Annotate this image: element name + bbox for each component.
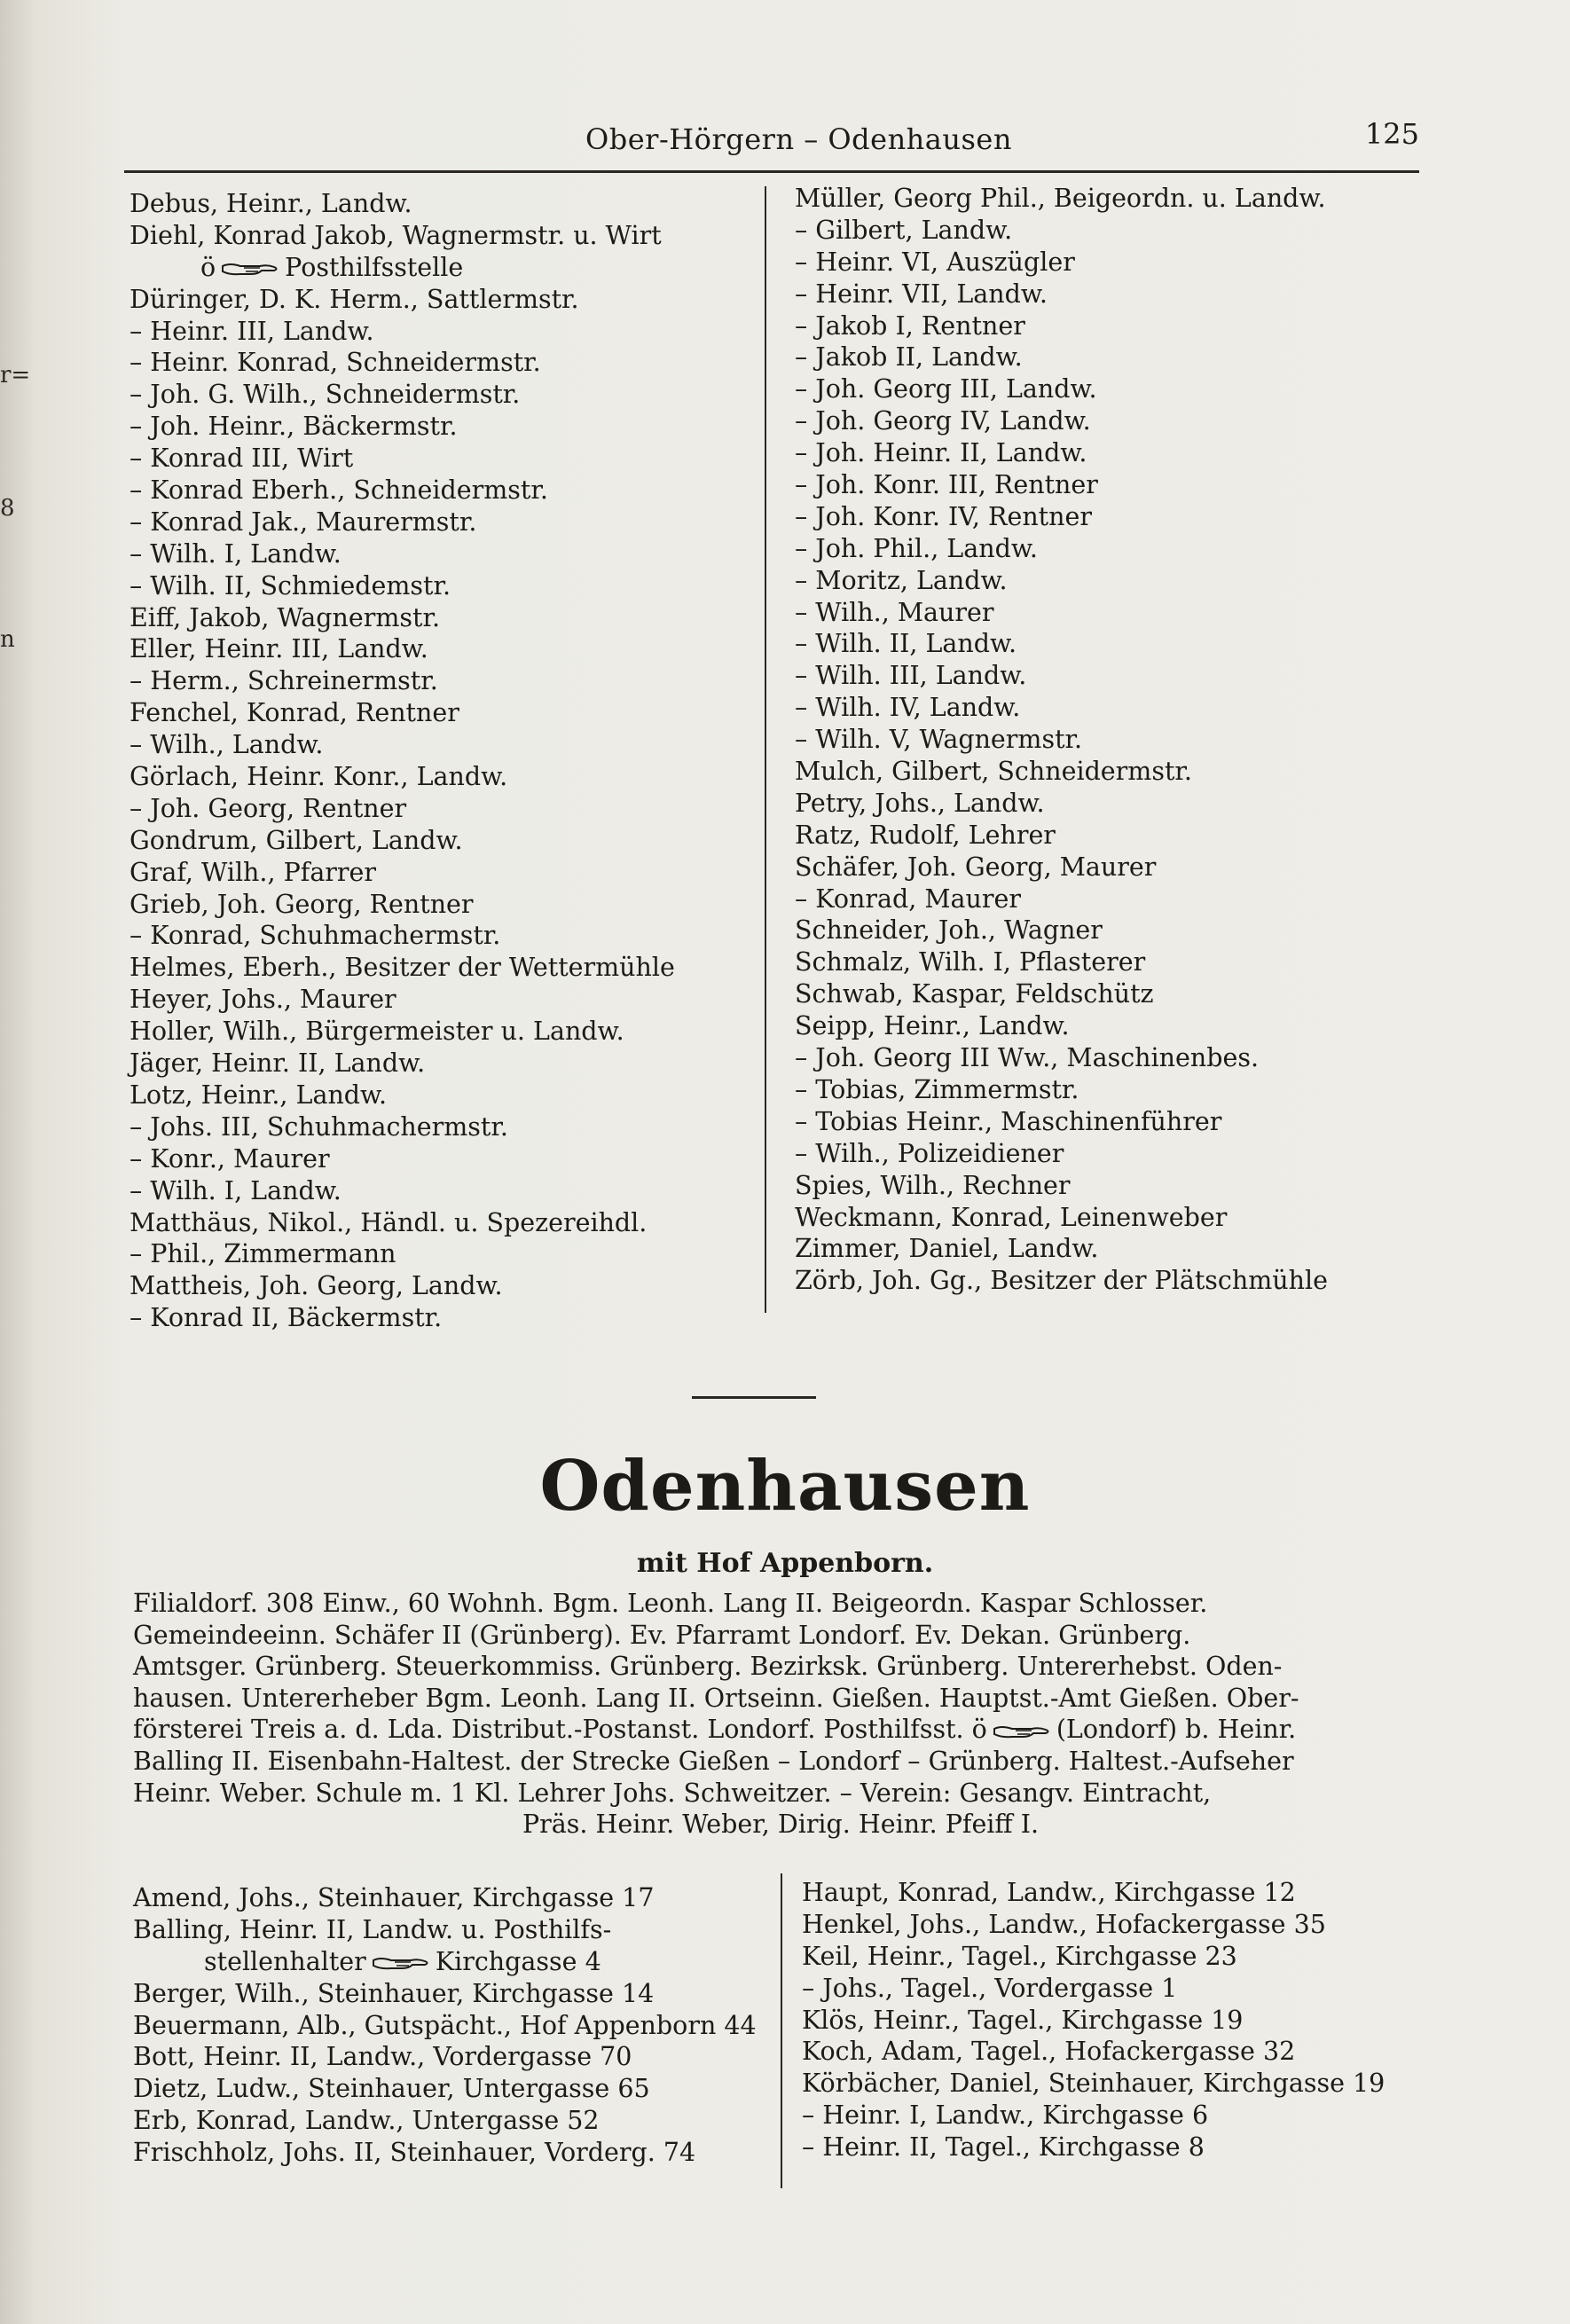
entry-text: Dietz, Ludw., Steinhauer, Untergasse 65 <box>133 2074 650 2104</box>
info-line-text: Präs. Heinr. Weber, Dirig. Heinr. Pfeiff I. <box>522 1810 1040 1840</box>
list-item <box>795 724 1328 756</box>
list-item <box>130 889 675 921</box>
entry-text: – Jakob I, Rentner <box>795 310 1025 341</box>
entry-text: Beuermann, Alb., Gutspächt., Hof Appenborn 44 <box>133 2010 757 2040</box>
entry-text: – Konrad II, Bäckermstr. <box>130 1303 443 1333</box>
list-item <box>130 665 675 697</box>
list-item <box>795 247 1328 279</box>
list-item <box>795 501 1328 533</box>
list-item <box>130 1207 675 1239</box>
list-item <box>795 342 1328 373</box>
info-line-text: Gemeindeeinn. Schäfer II (Grünberg). Ev. Pfarramt Londorf. Ev. Dekan. Grünberg. <box>133 1620 1191 1650</box>
list-item <box>130 602 675 634</box>
list-item <box>133 1914 757 1946</box>
list-item <box>795 1233 1328 1265</box>
list-item <box>130 1302 675 1334</box>
list-item <box>130 825 675 857</box>
pointing-hand-icon <box>993 1723 1051 1739</box>
info-line-text: hausen. Untererheber Bgm. Leonh. Lang II. Ortseinn. Gießen. Hauptst.-Amt Gießen. Ober- <box>133 1683 1299 1713</box>
info-line <box>133 1746 1428 1778</box>
pointing-hand-icon <box>221 261 279 277</box>
entry-text: – Konrad, Schuhmachermstr. <box>130 921 501 951</box>
info-line <box>133 1683 1428 1715</box>
entry-text: Diehl, Konrad Jakob, Wagnermstr. u. Wirt <box>130 220 662 250</box>
entry-text: Fenchel, Konrad, Rentner <box>130 698 459 728</box>
entry-text: Grieb, Joh. Georg, Rentner <box>130 889 474 919</box>
list-item <box>795 628 1328 660</box>
entry-text: Körbächer, Daniel, Steinhauer, Kirchgasse 19 <box>802 2069 1386 2099</box>
entry-text: – Konrad Eberh., Schneidermstr. <box>130 475 548 506</box>
entry-text: Debus, Heinr., Landw. <box>130 189 412 218</box>
entry-text: – Wilh. IV, Landw. <box>795 693 1021 723</box>
info-line <box>133 1588 1428 1620</box>
list-item <box>795 469 1328 501</box>
list-item <box>795 1042 1328 1074</box>
odenhausen-right-column <box>802 1877 1385 2163</box>
list-item <box>795 1106 1328 1138</box>
entry-text: – Jakob II, Landw. <box>795 342 1023 373</box>
entry-text: Schneider, Joh., Wagner <box>795 915 1103 946</box>
entry-text: – Tobias, Zimmermstr. <box>795 1074 1079 1104</box>
header-rule <box>124 170 1419 173</box>
entry-text: – Joh. Konr. IV, Rentner <box>795 501 1092 531</box>
entry-text: – Wilh. I, Landw. <box>130 1175 341 1205</box>
entry-text: Spies, Wilh., Rechner <box>795 1170 1071 1200</box>
list-item <box>133 2105 757 2137</box>
pointing-hand-icon <box>372 1955 430 1971</box>
list-item <box>795 915 1328 946</box>
entry-text: ö <box>200 252 216 282</box>
list-item <box>133 2010 757 2042</box>
entry-text: Düringer, D. K. Herm., Sattlermstr. <box>130 284 579 314</box>
entry-text: Keil, Heinr., Tagel., Kirchgasse 23 <box>802 1941 1237 1971</box>
list-item <box>130 220 675 252</box>
list-item <box>130 920 675 952</box>
entry-text: Schwab, Kaspar, Feldschütz <box>795 979 1154 1009</box>
entry-text: Koch, Adam, Tagel., Hofackergasse 32 <box>802 2037 1296 2067</box>
entry-text: – Konrad, Maurer <box>795 883 1021 914</box>
list-item <box>130 633 675 665</box>
list-item <box>133 1882 757 1914</box>
list-item <box>802 2132 1385 2163</box>
section-subtitle: mit Hof Appenborn. <box>636 1548 934 1579</box>
entry-text: Mulch, Gilbert, Schneidermstr. <box>795 757 1192 787</box>
odenhausen-info-block <box>133 1588 1428 1841</box>
entry-text: – Tobias Heinr., Maschinenführer <box>795 1106 1222 1136</box>
list-item <box>795 692 1328 724</box>
list-item <box>795 533 1328 565</box>
list-item <box>795 946 1328 978</box>
info-line <box>133 1809 1428 1841</box>
list-item <box>802 1973 1385 2005</box>
list-item <box>795 183 1328 215</box>
entry-text: – Moritz, Landw. <box>795 565 1008 595</box>
list-item <box>130 1080 675 1111</box>
list-item <box>795 1202 1328 1234</box>
entry-text: – Heinr. Konrad, Schneidermstr. <box>130 348 541 378</box>
list-item <box>795 597 1328 629</box>
entry-text: Seipp, Heinr., Landw. <box>795 1011 1070 1041</box>
info-line-text: Amtsger. Grünberg. Steuerkommiss. Grünberg. Bezirksk. Grünberg. Untererhebst. Oden- <box>133 1652 1283 1682</box>
list-item <box>130 475 675 506</box>
list-item <box>802 2036 1385 2068</box>
entry-text: Mattheis, Joh. Georg, Landw. <box>130 1271 503 1301</box>
list-item <box>130 538 675 570</box>
list-item <box>130 697 675 729</box>
entry-text: Balling, Heinr. II, Landw. u. Posthilfs- <box>133 1914 612 1944</box>
entry-text: Matthäus, Nikol., Händl. u. Spezereihdl. <box>130 1207 648 1237</box>
entry-text: Graf, Wilh., Pfarrer <box>130 857 377 887</box>
list-item <box>795 279 1328 310</box>
margin-fragment: r= <box>0 362 31 389</box>
list-item <box>130 1016 675 1048</box>
page-title: Ober-Hörgern – Odenhausen <box>585 122 1012 156</box>
entry-text: – Joh. Georg III Ww., Maschinenbes. <box>795 1043 1260 1073</box>
entry-text: Berger, Wilh., Steinhauer, Kirchgasse 14 <box>133 1978 655 2008</box>
entry-text: Eiff, Jakob, Wagnermstr. <box>130 602 441 632</box>
entry-text: Amend, Johs., Steinhauer, Kirchgasse 17 <box>133 1883 655 1912</box>
list-item <box>130 952 675 984</box>
list-item <box>130 793 675 825</box>
list-item <box>795 373 1328 405</box>
info-line <box>133 1651 1428 1683</box>
list-item <box>130 252 675 284</box>
list-item <box>130 316 675 348</box>
list-item <box>795 852 1328 883</box>
column-divider <box>765 186 766 1313</box>
list-item <box>130 411 675 443</box>
page-header <box>124 117 1419 163</box>
list-item <box>795 788 1328 820</box>
list-item <box>133 2137 757 2169</box>
list-item <box>133 2073 757 2105</box>
list-item <box>133 1946 757 1978</box>
entry-text: – Wilh., Landw. <box>130 730 324 760</box>
entry-text: – Heinr. VI, Auszügler <box>795 247 1075 277</box>
entry-text-after-icon: Kirchgasse 4 <box>435 1946 601 1976</box>
list-item <box>795 405 1328 437</box>
entry-text: – Johs., Tagel., Vordergasse 1 <box>802 1973 1178 2003</box>
list-item <box>795 660 1328 692</box>
entry-text: Schäfer, Joh. Georg, Maurer <box>795 852 1157 882</box>
entry-text: – Joh. Heinr. II, Landw. <box>795 438 1087 468</box>
list-item <box>130 1143 675 1175</box>
info-line-text: Filialdorf. 308 Einw., 60 Wohnh. Bgm. Leonh. Lang II. Beigeordn. Kaspar Schlosser. <box>133 1589 1208 1618</box>
entry-text: – Joh. Phil., Landw. <box>795 533 1038 563</box>
list-item <box>795 883 1328 915</box>
list-item <box>795 437 1328 469</box>
info-line-text: Balling II. Eisenbahn-Haltest. der Strecke Gießen – Londorf – Grünberg. Haltest.-Aufseher <box>133 1746 1294 1776</box>
entry-text: Bott, Heinr. II, Landw., Vordergasse 70 <box>133 2042 632 2072</box>
entry-text: Petry, Johs., Landw. <box>795 788 1045 818</box>
list-item <box>802 1941 1385 1973</box>
entry-text: – Wilh. I, Landw. <box>130 538 341 569</box>
list-item <box>130 729 675 761</box>
entry-text: Eller, Heinr. III, Landw. <box>130 634 428 664</box>
page-number: 125 <box>1364 117 1419 151</box>
entry-text: – Wilh., Maurer <box>795 597 994 627</box>
list-item <box>795 1010 1328 1042</box>
list-item <box>130 1238 675 1270</box>
list-item <box>130 570 675 602</box>
entry-text: – Heinr. VII, Landw. <box>795 279 1048 309</box>
list-item <box>795 1265 1328 1297</box>
info-line <box>133 1778 1428 1810</box>
list-item <box>130 1111 675 1143</box>
list-item <box>130 284 675 316</box>
entry-text: – Joh. Konr. III, Rentner <box>795 470 1098 500</box>
list-item <box>130 761 675 793</box>
list-item <box>802 2100 1385 2132</box>
entry-text: – Joh. Georg III, Landw. <box>795 374 1097 404</box>
entry-text: – Wilh. II, Landw. <box>795 629 1017 659</box>
entry-text: Holler, Wilh., Bürgermeister u. Landw. <box>130 1017 624 1047</box>
info-line-text: försterei Treis a. d. Lda. Distribut.-Postanst. Londorf. Posthilfsst. ö <box>133 1715 987 1745</box>
entry-text: Weckmann, Konrad, Leinenweber <box>795 1202 1228 1232</box>
info-line <box>133 1714 1428 1746</box>
entry-text: – Wilh. V, Wagnermstr. <box>795 725 1083 755</box>
entry-text: Schmalz, Wilh. I, Pflasterer <box>795 947 1146 977</box>
entry-text: Frischholz, Johs. II, Steinhauer, Vorderg. 74 <box>133 2138 696 2168</box>
entry-text: Erb, Konrad, Landw., Untergasse 52 <box>133 2106 600 2136</box>
entry-text: – Joh. Heinr., Bäckermstr. <box>130 412 458 442</box>
list-item <box>795 565 1328 597</box>
list-item <box>795 1138 1328 1170</box>
list-item <box>802 1877 1385 1909</box>
entry-text: – Heinr. III, Landw. <box>130 316 374 346</box>
section-divider-rule <box>692 1396 816 1399</box>
list-item <box>130 379 675 411</box>
margin-fragment: n <box>0 626 15 653</box>
info-line <box>133 1620 1428 1652</box>
column-divider <box>781 1873 782 2188</box>
list-item <box>795 1170 1328 1202</box>
margin-fragment: 8 <box>0 495 15 522</box>
odenhausen-left-column <box>133 1882 757 2169</box>
list-item <box>130 506 675 538</box>
list-item <box>133 2041 757 2073</box>
list-item <box>130 188 675 220</box>
entry-text: – Konrad Jak., Maurermstr. <box>130 506 477 537</box>
list-item <box>130 1270 675 1302</box>
entry-text: Heyer, Johs., Maurer <box>130 985 396 1015</box>
entry-text: – Joh. Georg IV, Landw. <box>795 406 1091 436</box>
entry-text: Müller, Georg Phil., Beigeordn. u. Landw. <box>795 184 1326 213</box>
list-item <box>130 857 675 889</box>
entry-text: stellenhalter <box>204 1946 366 1976</box>
entry-text: – Heinr. I, Landw., Kirchgasse 6 <box>802 2100 1209 2131</box>
entry-text: – Joh. Georg, Rentner <box>130 793 407 823</box>
entry-text-after-icon: Posthilfsstelle <box>285 252 464 282</box>
list-item <box>795 756 1328 788</box>
entry-text: – Konr., Maurer <box>130 1143 330 1174</box>
list-item <box>802 2068 1385 2100</box>
entry-text: – Wilh. III, Landw. <box>795 661 1027 691</box>
list-item <box>795 1074 1328 1106</box>
info-line-text-after-icon: (Londorf) b. Heinr. <box>1056 1715 1297 1745</box>
list-item <box>130 984 675 1016</box>
ober-hoergern-left-column <box>130 188 675 1334</box>
list-item <box>795 978 1328 1010</box>
info-line-text: Heinr. Weber. Schule m. 1 Kl. Lehrer Johs. Schweitzer. – Verein: Gesangv. Eintracht, <box>133 1778 1212 1808</box>
entry-text: – Johs. III, Schuhmachermstr. <box>130 1111 508 1142</box>
entry-text: – Herm., Schreinermstr. <box>130 666 438 696</box>
list-item <box>133 1978 757 2010</box>
entry-text: – Wilh., Polizeidiener <box>795 1138 1064 1168</box>
list-item <box>795 310 1328 342</box>
entry-text: – Gilbert, Landw. <box>795 215 1013 245</box>
list-item <box>130 347 675 379</box>
entry-text: – Konrad III, Wirt <box>130 444 354 474</box>
list-item <box>130 1048 675 1080</box>
entry-text: Ratz, Rudolf, Lehrer <box>795 820 1056 850</box>
list-item <box>802 1909 1385 1941</box>
entry-text: Helmes, Eberh., Besitzer der Wettermühle <box>130 953 675 983</box>
entry-text: Haupt, Konrad, Landw., Kirchgasse 12 <box>802 1878 1296 1907</box>
list-item <box>130 443 675 475</box>
entry-text: Zörb, Joh. Gg., Besitzer der Plätschmühle <box>795 1266 1328 1296</box>
entry-text: – Heinr. II, Tagel., Kirchgasse 8 <box>802 2132 1205 2163</box>
entry-text: Gondrum, Gilbert, Landw. <box>130 825 463 855</box>
entry-text: – Phil., Zimmermann <box>130 1239 396 1269</box>
list-item <box>130 1175 675 1207</box>
entry-text: Klös, Heinr., Tagel., Kirchgasse 19 <box>802 2005 1244 2035</box>
section-title: Odenhausen <box>539 1446 1031 1527</box>
list-item <box>802 2005 1385 2037</box>
ober-hoergern-right-column <box>795 183 1328 1297</box>
entry-text: – Wilh. II, Schmiedemstr. <box>130 570 451 601</box>
entry-text: Lotz, Heinr., Landw. <box>130 1080 388 1110</box>
entry-text: Jäger, Heinr. II, Landw. <box>130 1048 426 1079</box>
entry-text: – Joh. G. Wilh., Schneidermstr. <box>130 380 521 410</box>
list-item <box>795 215 1328 247</box>
entry-text: Zimmer, Daniel, Landw. <box>795 1234 1099 1264</box>
entry-text: Görlach, Heinr. Konr., Landw. <box>130 762 508 792</box>
list-item <box>795 820 1328 852</box>
entry-text: Henkel, Johs., Landw., Hofackergasse 35 <box>802 1909 1326 1939</box>
